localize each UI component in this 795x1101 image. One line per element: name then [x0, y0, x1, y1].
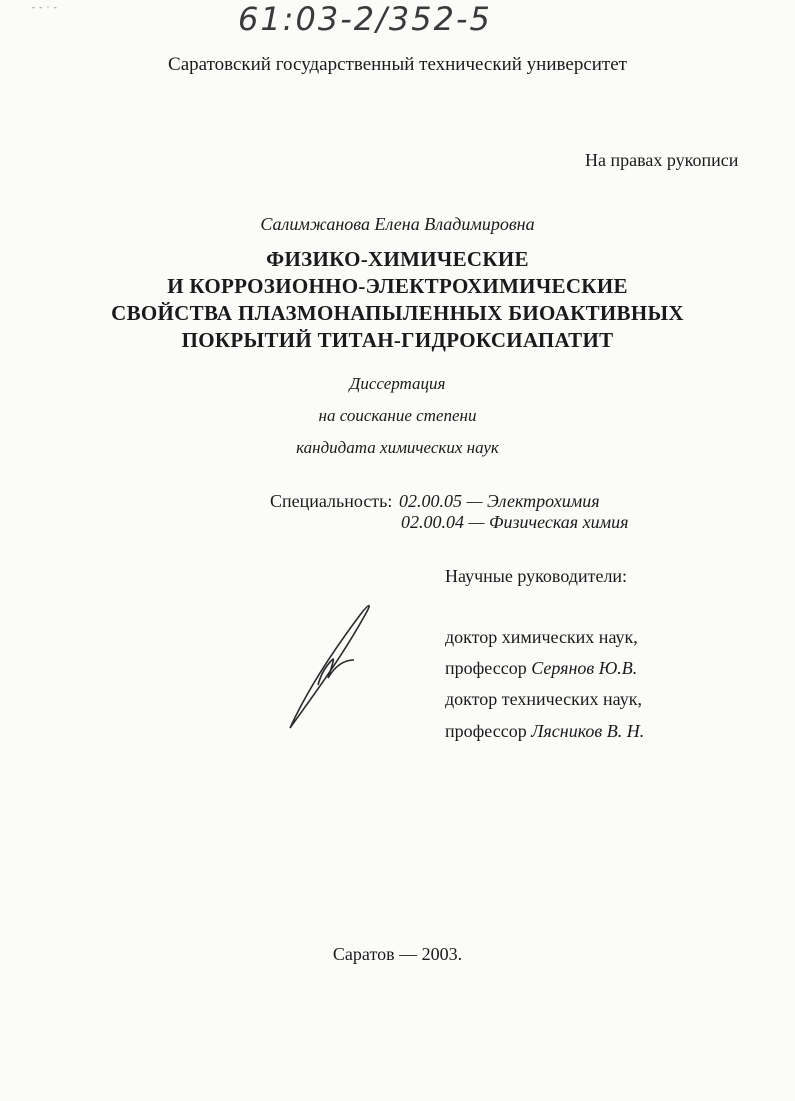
supervisor-name: Серянов Ю.В. — [531, 658, 638, 678]
supervisor-degree: доктор технических наук, — [445, 689, 642, 709]
supervisor-line — [445, 658, 637, 679]
specialty-item: 02.00.04 — Физическая химия — [401, 512, 629, 532]
supervisor-line — [445, 721, 644, 742]
dissertation-purpose: на соискание степени — [318, 406, 477, 425]
specialty-label: Специальность: — [270, 491, 393, 511]
university-name: Саратовский государственный технический университет — [168, 54, 627, 75]
city-year: Саратов — 2003. — [332, 944, 463, 964]
supervisor-degree: доктор химических наук, — [445, 627, 638, 647]
archive-stamp: 61:03-2/352-5 — [238, 0, 492, 38]
dissertation-type: Диссертация — [349, 374, 446, 393]
title-line: ПОКРЫТИЙ ТИТАН-ГИДРОКСИАПАТИТ — [181, 328, 614, 352]
corner-mark: - - · - — [32, 2, 58, 12]
rights-note: На правах рукописи — [585, 150, 739, 170]
supervisors-heading: Научные руководители: — [445, 566, 628, 586]
dissertation-title — [0, 246, 795, 354]
supervisor-title: профессор — [445, 721, 527, 741]
supervisor-title: профессор — [445, 658, 527, 678]
title-line: ФИЗИКО-ХИМИЧЕСКИЕ — [266, 247, 529, 271]
specialty-item: 02.00.05 — Электрохимия — [399, 491, 600, 511]
dissertation-degree: кандидата химических наук — [296, 438, 499, 457]
title-line: СВОЙСТВА ПЛАЗМОНАПЫЛЕННЫХ БИОАКТИВНЫХ — [111, 301, 684, 325]
title-line: И КОРРОЗИОННО-ЭЛЕКТРОХИМИЧЕСКИЕ — [167, 274, 628, 298]
signature-icon — [260, 600, 390, 740]
author-name: Салимжанова Елена Владимировна — [260, 214, 535, 234]
supervisor-name: Лясников В. Н. — [531, 721, 645, 741]
